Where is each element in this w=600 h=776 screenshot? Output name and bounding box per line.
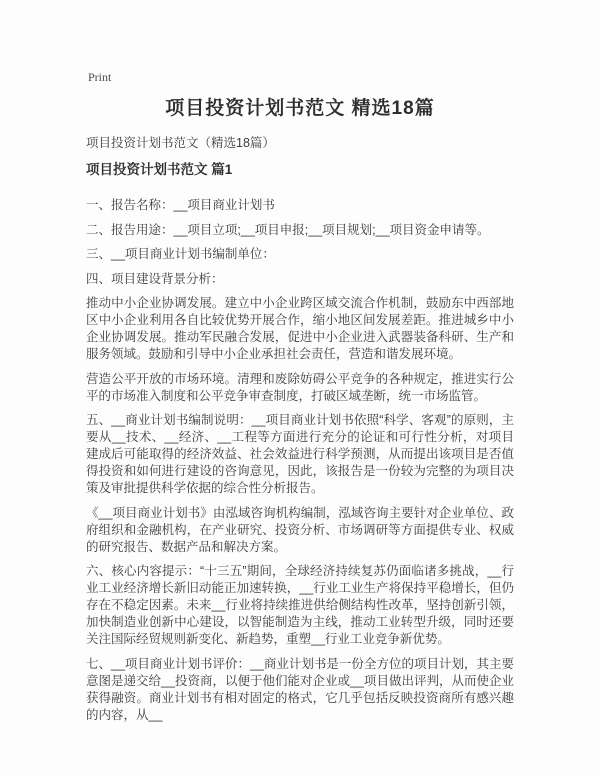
document-title: 项目投资计划书范文 精选18篇 (165, 98, 435, 119)
section-heading-part1: 项目投资计划书范文 篇1 (86, 162, 233, 177)
para-plan-evaluation: 七、__项目商业计划书评价：__商业计划书是一份全方位的项目计划，其主要意图是递交给__投资商，以便于他们能对企业或__项目做出评判，从而使企业获得融资。商业计划书有相对固定的格式，它几乎包括反映投资商所有感兴趣的内容，从__ (86, 656, 514, 722)
para-report-name: 一、报告名称：__项目商业计划书 (86, 198, 275, 212)
para-background-sme-development: 推动中小企业协调发展。建立中小企业跨区域交流合作机制，鼓励东中西部地区中小企业利用各自比较优势开展合作，缩小地区间发展差距。推进城乡中小企业协调发展。推动军民融合发展，促进中小企业进入武器装备科研、生产和服务领域。鼓励和引导中小企业承担社会责任，营造和谐发展环境。 (86, 296, 514, 361)
para-core-content: 六、核心内容提示：“十三五”期间，全球经济持续复苏仍面临诸多挑战，__行业工业经济增长新旧动能正加速转换，__行业工业生产将保持平稳增长，但仍存在不稳定因素。未来__行业将持续推进供给侧结构性改革，坚持创新引领，加快制造业创新中心建设，以智能制造为主线，推动工业转型升级，同时还要关注国际经贸规则新变化、新趋势，重塑__行业工业竞争新优势。 (86, 564, 514, 646)
para-compiler-unit: 三、__项目商业计划书编制单位： (86, 247, 275, 261)
para-report-usage: 二、报告用途：__项目立项;__项目申报;__项目规划;__项目资金申请等。 (86, 222, 490, 237)
print-link[interactable]: Print (88, 70, 112, 84)
para-compilation-note: 五、__商业计划书编制说明：__项目商业计划书依照“科学、客观”的原则，主要从__技术、__经济、__工程等方面进行充分的论证和可行性分析，对项目建成后可能取得的经济效益、社会效益进行科学预测，从而提出该项目是否值得投资和如何进行建设的咨询意见，因此，该报告是一份较为完整的为项目决策及审批提供科学依据的综合性分析报告。 (86, 413, 514, 495)
para-background-heading: 四、项目建设背景分析： (86, 271, 224, 286)
document-subtitle: 项目投资计划书范文（精选18篇） (86, 136, 275, 150)
para-background-fair-market: 营造公平开放的市场环境。清理和废除妨碍公平竞争的各种规定，推进实行公平的市场准入制度和公平竞争审查制度，打破区域垄断，统一市场监管。 (86, 371, 514, 403)
para-agency-intro: 《__项目商业计划书》由泓域咨询机构编制，泓域咨询主要针对企业单位、政府组织和金融机构，在产业研究、投资分析、市场调研等方面提供专业、权威的研究报告、数据产品和解决方案。 (86, 505, 514, 554)
